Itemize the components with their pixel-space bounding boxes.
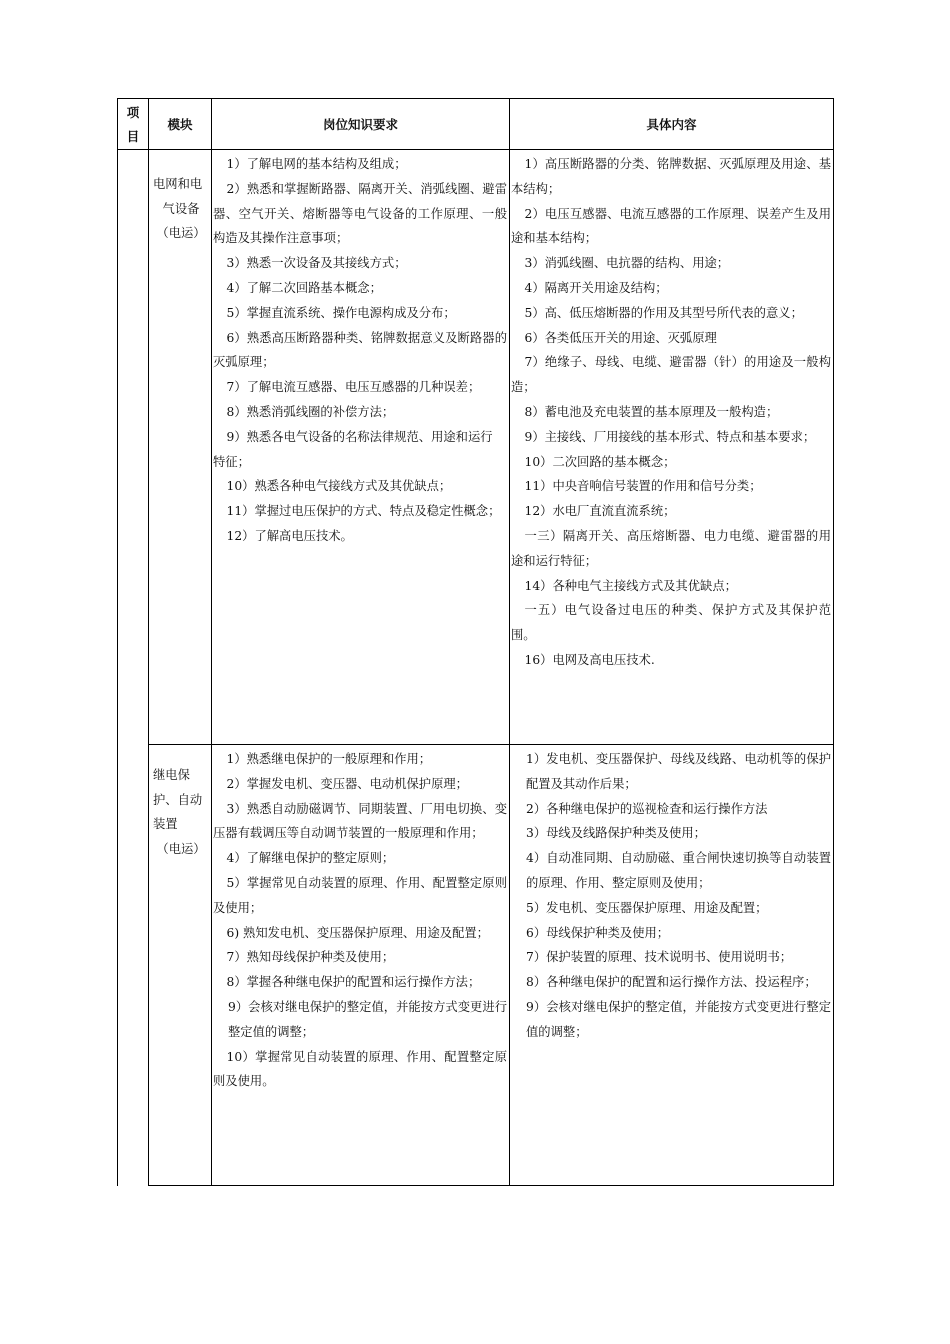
list-item: 5）掌握常见自动装置的原理、作用、配置整定原则及使用； [213, 875, 507, 915]
list-item: 4）了解二次回路基本概念； [226, 280, 382, 295]
list-item: 1）发电机、变压器保护、母线及线路、电动机等的保护配置及其动作后果； [526, 752, 831, 791]
list-item: 6）熟悉高压断路器种类、铭牌数据意义及断路器的灭弧原理； [213, 330, 507, 370]
list-item: 1）了解电网的基本结构及组成； [226, 157, 407, 171]
list-item: 11）中央音响信号装置的作用和信号分类； [524, 479, 762, 494]
list-item: 2）电压互感器、电流互感器的工作原理、误差产生及用途和基本结构； [511, 206, 831, 246]
list-item: 10）熟悉各种电气接线方式及其优缺点； [226, 479, 452, 494]
list-item: 10）二次回路的基本概念； [524, 454, 676, 469]
list-item: 3）熟悉一次设备及其接线方式； [226, 256, 407, 271]
table-header-row [118, 99, 834, 150]
list-item: 特征； [213, 454, 250, 469]
list-item: 2）熟悉和掌握断路器、隔离开关、消弧线圈、避雷器、空气开关、熔断器等电气设备的工作原理、一般构造及其操作注意事项； [213, 181, 507, 246]
list-item: 4）了解继电保护的整定原则； [226, 851, 395, 866]
list-item: 12）了解高电压技术。 [226, 528, 353, 543]
content-list [510, 152, 833, 673]
list-item: 2）各种继电保护的巡视检查和运行操作方法 [526, 801, 768, 816]
list-item: 5）掌握直流系统、操作电源构成及分布； [226, 305, 456, 320]
module-line: 电网和电 [153, 177, 203, 191]
header-knowledge: 岗位知识要求 [212, 99, 510, 150]
knowledge-cell [212, 150, 510, 745]
list-item: 10）掌握常见自动装置的原理、作用、配置整定原则及使用。 [213, 1049, 507, 1089]
list-item: 5）发电机、变压器保护原理、用途及配置； [526, 900, 768, 915]
list-item: 12）水电厂直流直流系统； [524, 504, 676, 519]
module-line: 气设备 [162, 201, 200, 216]
table-row [118, 745, 834, 1186]
list-item: 9）熟悉各电气设备的名称法律规范、用途和运行 [226, 429, 493, 444]
list-item: 2）掌握发电机、变压器、电动机保护原理； [226, 776, 468, 791]
list-item: 3）母线及线路保护种类及使用； [526, 826, 706, 841]
module-line: 护、自动 [153, 792, 203, 807]
header-item-line2: 目 [126, 129, 140, 144]
list-item: 7）熟知母线保护种类及使用； [226, 950, 395, 965]
header-module: 模块 [149, 99, 212, 150]
list-item: 14）各种电气主接线方式及其优缺点； [524, 578, 737, 593]
list-item: 8）蓄电池及充电装置的基本原理及一般构造； [524, 404, 779, 419]
list-item: 1）高压断路器的分类、铭牌数据、灭弧原理及用途、基本结构； [511, 157, 831, 196]
list-item: 8）熟悉消弧线圈的补偿方法； [226, 404, 395, 419]
module-cell [149, 150, 212, 745]
module-cell [149, 745, 212, 1186]
content-cell [510, 150, 834, 745]
knowledge-list [212, 747, 509, 1094]
header-content: 具体内容 [510, 99, 834, 150]
list-item: 7）绝缘子、母线、电缆、避雷器（针）的用途及一般构造； [511, 355, 831, 395]
list-item: 3）熟悉自动励磁调节、同期装置、厂用电切换、变压器有载调压等自动调节装置的一般原理和作用； [213, 801, 507, 841]
list-item: 5）高、低压熔断器的作用及其型号所代表的意义； [524, 305, 803, 320]
list-item: 4）自动准同期、自动励磁、重合闸快速切换等自动装置的原理、作用、整定原则及使用； [526, 851, 831, 890]
list-item: 8）掌握各种继电保护的配置和运行操作方法； [226, 975, 481, 990]
item-cell [118, 150, 149, 1186]
list-item: 16）电网及高电压技术. [524, 652, 655, 667]
list-item: 11）掌握过电压保护的方式、特点及稳定性概念； [226, 504, 501, 519]
list-item: 6) 熟知发电机、变压器保护原理、用途及配置； [226, 925, 489, 940]
module-line: （电运） [156, 226, 206, 240]
module-line: 装置 [153, 817, 178, 831]
header-item [118, 99, 149, 150]
knowledge-requirements-table [117, 98, 834, 1186]
list-item: 6）各类低压开关的用途、灭弧原理 [524, 330, 717, 345]
list-item: 7）保护装置的原理、技术说明书、使用说明书； [526, 950, 793, 965]
list-item: 7）了解电流互感器、电压互感器的几种误差； [226, 380, 481, 395]
module-line: （电运） [156, 841, 206, 856]
table-row [118, 150, 834, 745]
list-item: 一三）隔离开关、高压熔断器、电力电缆、避雷器的用途和运行特征； [511, 528, 831, 568]
list-item: 一五）电气设备过电压的种类、保护方式及其保护范围。 [511, 603, 831, 643]
module-line: 继电保 [153, 768, 190, 782]
header-item-line1: 项 [126, 105, 140, 120]
list-item: 1）熟悉继电保护的一般原理和作用； [226, 752, 432, 766]
content-cell [510, 745, 834, 1186]
list-item: 8）各种继电保护的配置和运行操作方法、投运程序； [526, 975, 817, 990]
content-list [510, 747, 833, 1045]
list-item: 6）母线保护种类及使用； [526, 925, 670, 940]
knowledge-list [212, 152, 509, 549]
knowledge-cell [212, 745, 510, 1186]
list-item: 9）主接线、厂用接线的基本形式、特点和基本要求； [524, 429, 816, 444]
list-item: 9）会核对继电保护的整定值，并能按方式变更进行整定值的调整； [228, 999, 507, 1039]
list-item: 4）隔离开关用途及结构； [524, 280, 668, 295]
list-item: 9）会核对继电保护的整定值，并能按方式变更进行整定值的调整； [526, 999, 831, 1039]
list-item: 3）消弧线圈、电抗器的结构、用途； [524, 256, 730, 271]
